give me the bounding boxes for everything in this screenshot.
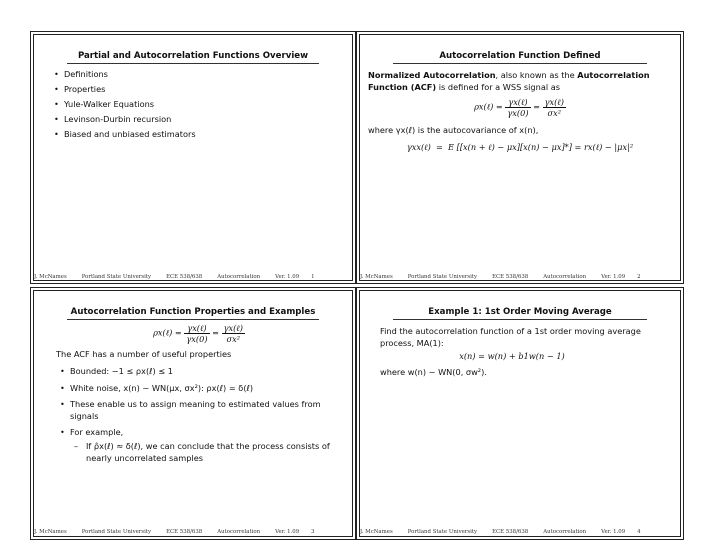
footer-page: 1 bbox=[311, 274, 315, 280]
list-item: • Biased and unbiased estimators bbox=[50, 127, 342, 142]
bullet-list bbox=[56, 364, 342, 440]
term-acf: Autocorrelation Function (ACF) bbox=[368, 70, 650, 92]
footer-topic: Autocorrelation bbox=[217, 274, 261, 280]
numerator: γx(ℓ) bbox=[184, 323, 209, 334]
denominator: σx² bbox=[226, 334, 240, 344]
lead-text: The ACF has a number of useful properties bbox=[56, 349, 232, 359]
footer-institution: Portland State University bbox=[81, 274, 152, 280]
footer-course: ECE 538/638 bbox=[166, 274, 203, 280]
footer-course: ECE 538/638 bbox=[492, 274, 529, 280]
slide-title: Autocorrelation Function Properties and Examples bbox=[70, 307, 316, 317]
footer-institution: Portland State University bbox=[407, 274, 478, 280]
denominator: γx(0) bbox=[186, 334, 208, 344]
where-text: where γx(ℓ) is the autocovariance of x(n), bbox=[368, 125, 539, 135]
title-rule bbox=[67, 319, 319, 320]
slide-content bbox=[380, 323, 644, 378]
slide-4 bbox=[356, 287, 684, 540]
autocovariance-equation: γxx(ℓ) = E [[x(n + ℓ) − μx][x(n) − μx]*] = rx(ℓ) − |μx|² bbox=[406, 142, 634, 152]
slide-footer bbox=[30, 274, 356, 283]
intro-text: , also known as the bbox=[495, 70, 578, 80]
footer-topic: Autocorrelation bbox=[217, 529, 261, 535]
sub-item: – If ρ̂x(ℓ) ≈ δ(ℓ), we can conclude that the process consists of nearly uncorrelated samples bbox=[56, 440, 342, 464]
footer-institution: Portland State University bbox=[407, 529, 478, 535]
footer-version: Ver. 1.09 bbox=[601, 274, 626, 280]
fraction bbox=[222, 323, 245, 344]
slide-content bbox=[56, 323, 342, 464]
footer-page: 3 bbox=[311, 529, 315, 535]
list-item: • Levinson-Durbin recursion bbox=[50, 112, 342, 127]
fraction bbox=[184, 323, 209, 344]
list-item: • Bounded: −1 ≤ ρx(ℓ) ≤ 1 bbox=[56, 364, 342, 379]
footer-author: J. McNames bbox=[360, 274, 393, 280]
bullet-list bbox=[50, 67, 342, 142]
slide-footer bbox=[30, 529, 356, 538]
footer-institution: Portland State University bbox=[81, 529, 152, 535]
slide-2 bbox=[356, 31, 684, 284]
list-item: • For example, bbox=[56, 425, 342, 440]
denominator: σx² bbox=[547, 108, 561, 118]
footer-course: ECE 538/638 bbox=[166, 529, 203, 535]
list-item: • Yule-Walker Equations bbox=[50, 97, 342, 112]
denominator: γx(0) bbox=[507, 108, 529, 118]
fraction bbox=[543, 97, 566, 118]
title-rule bbox=[67, 63, 319, 64]
slide-content bbox=[368, 67, 672, 155]
title-rule bbox=[393, 63, 647, 64]
footer-version: Ver. 1.09 bbox=[601, 529, 626, 535]
slide-1 bbox=[30, 31, 356, 284]
slide-title: Autocorrelation Function Defined bbox=[439, 51, 601, 61]
numerator: γx(ℓ) bbox=[505, 97, 530, 108]
eq-lhs: ρx(ℓ) = bbox=[474, 101, 503, 112]
footer-author: J. McNames bbox=[34, 274, 67, 280]
ma1-equation: x(n) = w(n) + b1w(n − 1) bbox=[459, 351, 565, 361]
footer-version: Ver. 1.09 bbox=[275, 529, 300, 535]
slide-3 bbox=[30, 287, 356, 540]
list-item: • Properties bbox=[50, 82, 342, 97]
footer-topic: Autocorrelation bbox=[543, 274, 587, 280]
footer-version: Ver. 1.09 bbox=[275, 274, 300, 280]
slide-footer bbox=[356, 274, 684, 283]
list-item: • Definitions bbox=[50, 67, 342, 82]
term-normalized-autocorrelation: Normalized Autocorrelation bbox=[368, 70, 496, 80]
footer-topic: Autocorrelation bbox=[543, 529, 587, 535]
fraction bbox=[505, 97, 530, 118]
footer-author: J. McNames bbox=[34, 529, 67, 535]
list-item: • These enable us to assign meaning to estimated values from signals bbox=[56, 398, 342, 422]
slide-title: Partial and Autocorrelation Functions Overview bbox=[77, 51, 309, 61]
title-rule bbox=[393, 319, 647, 320]
where-text: where w(n) ∼ WN(0, σw²). bbox=[380, 367, 487, 377]
slide-title: Example 1: 1st Order Moving Average bbox=[428, 307, 612, 317]
numerator: γx(ℓ) bbox=[544, 97, 564, 107]
footer-page: 4 bbox=[637, 529, 641, 535]
numerator: γx(ℓ) bbox=[223, 323, 243, 333]
footer-course: ECE 538/638 bbox=[492, 529, 529, 535]
list-item: • White noise, x(n) ∼ WN(μx, σx²): ρx(ℓ) = δ(ℓ) bbox=[56, 381, 342, 396]
intro-paragraph bbox=[368, 69, 672, 93]
acf-equation: ρx(ℓ) = $\frac{\text{γx(ℓ)}}{\gamma x(0)}$ = $\frac{\text{γx(ℓ)}}{\text{σx²}}$ bbox=[474, 97, 564, 118]
intro-text: is defined for a WSS signal as bbox=[436, 82, 560, 92]
slide-footer bbox=[356, 529, 684, 538]
footer-author: J. McNames bbox=[360, 529, 393, 535]
acf-equation: ρx(ℓ) = $\frac{\text{γx(ℓ)}}{\gamma x(0)}$ = $\frac{\text{γx(ℓ)}}{\text{σx²}}$ bbox=[153, 323, 243, 344]
eq-lhs: ρx(ℓ) = bbox=[153, 327, 182, 338]
problem-text: Find the autocorrelation function of a 1st order moving average process, MA(1): bbox=[380, 326, 641, 348]
slide-content bbox=[50, 67, 342, 142]
footer-page: 2 bbox=[637, 274, 641, 280]
